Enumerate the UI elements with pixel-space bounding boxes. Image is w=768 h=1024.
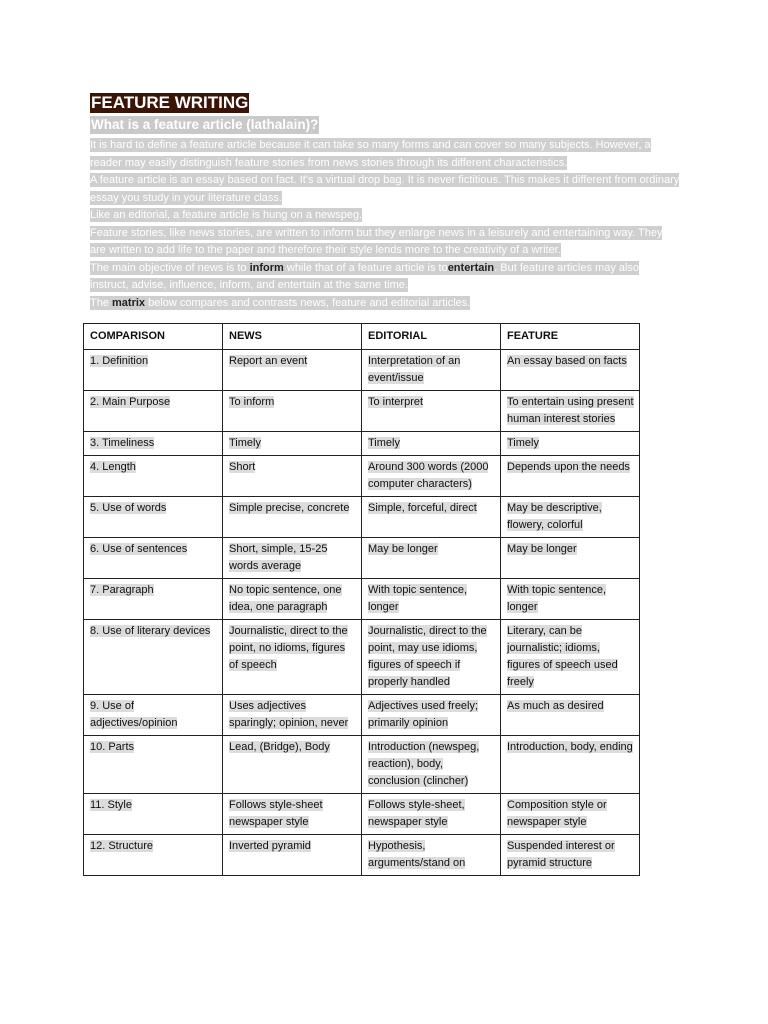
cell-text: 11. Style [90, 799, 132, 811]
table-row [84, 736, 640, 794]
header-news: NEWS [223, 324, 362, 350]
table-cell-news [223, 695, 362, 736]
header-feature: FEATURE [501, 324, 640, 350]
cell-text: Journalistic, direct to the point, no idioms, figures of speech [229, 625, 348, 671]
cell-text: 9. Use of adjectives/opinion [90, 700, 178, 729]
paragraph-6-text-a: The [90, 296, 113, 309]
table-cell-feature [501, 579, 640, 620]
cell-text: Interpretation of an event/issue [368, 355, 461, 384]
table-cell-comparison [84, 736, 223, 794]
title-block [90, 93, 249, 113]
table-cell-editorial [362, 835, 501, 876]
table-body [84, 350, 640, 876]
paragraph-4-text: Feature stories, like news stories, are written to inform but they enlarge news in a leisurely and entertaining way. They are written to add life to the paper and therefore their style lends more to the creativity of a writer. [90, 226, 663, 256]
table-cell-comparison [84, 835, 223, 876]
table-row [84, 579, 640, 620]
intro-text [90, 137, 680, 312]
table-cell-comparison [84, 497, 223, 538]
table-cell-editorial [362, 391, 501, 432]
cell-text: To inform [229, 396, 275, 408]
cell-text: Follows style-sheet, newspaper style [368, 799, 465, 828]
table-cell-editorial [362, 620, 501, 695]
table-cell-feature [501, 391, 640, 432]
table-cell-comparison [84, 695, 223, 736]
table-cell-comparison [84, 350, 223, 391]
table-cell-news [223, 391, 362, 432]
cell-text: 10. Parts [90, 741, 135, 753]
table-row [84, 497, 640, 538]
cell-text: Follows style-sheet newspaper style [229, 799, 323, 828]
table-cell-editorial [362, 736, 501, 794]
table-cell-news [223, 794, 362, 835]
cell-text: 12. Structure [90, 840, 153, 852]
table-row [84, 620, 640, 695]
cell-text: Introduction (newspeg, reaction), body, conclusion (clincher) [368, 741, 480, 787]
table-row [84, 456, 640, 497]
table-cell-feature [501, 835, 640, 876]
cell-text: 8. Use of literary devices [90, 625, 211, 637]
table-row [84, 391, 640, 432]
inform-bold: inform [249, 261, 284, 274]
paragraph-6 [90, 295, 680, 313]
paragraph-1 [90, 137, 680, 172]
cell-text: An essay based on facts [507, 355, 627, 367]
cell-text: Depends upon the needs [507, 461, 630, 473]
table-cell-feature [501, 432, 640, 456]
cell-text: Simple precise, concrete [229, 502, 350, 514]
table-cell-editorial [362, 350, 501, 391]
table-cell-feature [501, 620, 640, 695]
paragraph-1-text: It is hard to define a feature article because it can take so many forms and can cover so many subjects. However, a reader may easily distinguish feature stories from news stories through its different characteristics. [90, 139, 651, 169]
cell-text: Literary, can be journalistic; idioms, figures of speech used freely [507, 625, 618, 688]
cell-text: Inverted pyramid [229, 840, 311, 852]
table-cell-news [223, 538, 362, 579]
paragraph-5-text-c: while that of a feature article is to [283, 261, 448, 274]
table-cell-editorial [362, 456, 501, 497]
table-cell-news [223, 835, 362, 876]
cell-text: 6. Use of sentences [90, 543, 188, 555]
cell-text: Short [229, 461, 256, 473]
cell-text: Timely [507, 437, 539, 449]
cell-text: To interpret [368, 396, 424, 408]
cell-text: 1. Definition [90, 355, 149, 367]
table-cell-feature [501, 538, 640, 579]
page-title: FEATURE WRITING [91, 93, 249, 112]
table-row [84, 432, 640, 456]
table-cell-news [223, 620, 362, 695]
table-cell-editorial [362, 497, 501, 538]
cell-text: No topic sentence, one idea, one paragraph [229, 584, 342, 613]
page-subtitle: What is a feature article (lathalain)? [91, 117, 319, 132]
table-cell-feature [501, 497, 640, 538]
table-cell-comparison [84, 794, 223, 835]
cell-text: Hypothesis, arguments/stand on [368, 840, 466, 869]
paragraph-6-text-c: below compares and contrasts news, feature and editorial articles. [145, 296, 471, 309]
table-cell-comparison [84, 456, 223, 497]
matrix-bold: matrix [112, 296, 146, 309]
table-row [84, 695, 640, 736]
cell-text: Uses adjectives sparingly; opinion, never [229, 700, 349, 729]
table-cell-feature [501, 456, 640, 497]
table-cell-editorial [362, 695, 501, 736]
cell-text: Timely [229, 437, 261, 449]
cell-text: May be longer [507, 543, 577, 555]
cell-text: With topic sentence, longer [368, 584, 468, 613]
cell-text: Suspended interest or pyramid structure [507, 840, 615, 869]
cell-text: Timely [368, 437, 400, 449]
cell-text: To entertain using present human interest stories [507, 396, 634, 425]
table-cell-editorial [362, 579, 501, 620]
header-editorial: EDITORIAL [362, 324, 501, 350]
comparison-table [83, 323, 640, 876]
table-cell-news [223, 432, 362, 456]
paragraph-3-text: Like an editorial, a feature article is hung on a newspeg. [90, 209, 363, 221]
cell-text: Short, simple, 15-25 words average [229, 543, 328, 572]
cell-text: 3. Timeliness [90, 437, 155, 449]
table-cell-editorial [362, 538, 501, 579]
table-cell-comparison [84, 538, 223, 579]
table-cell-news [223, 456, 362, 497]
cell-text: 7. Paragraph [90, 584, 154, 596]
table-header-row [84, 324, 640, 350]
paragraph-2 [90, 172, 680, 207]
table-row [84, 794, 640, 835]
cell-text: Journalistic, direct to the point, may use idioms, figures of speech if properly handled [368, 625, 487, 688]
table-cell-comparison [84, 620, 223, 695]
table-cell-editorial [362, 794, 501, 835]
cell-text: May be descriptive, flowery, colorful [507, 502, 602, 531]
table-row [84, 538, 640, 579]
paragraph-5-text-a: The main objective of news is to [90, 261, 250, 274]
cell-text: As much as desired [507, 700, 604, 712]
table-cell-comparison [84, 391, 223, 432]
cell-text: 5. Use of words [90, 502, 167, 514]
table-cell-news [223, 350, 362, 391]
table-cell-news [223, 736, 362, 794]
cell-text: Composition style or newspaper style [507, 799, 607, 828]
cell-text: Lead, (Bridge), Body [229, 741, 330, 753]
cell-text: Report an event [229, 355, 308, 367]
cell-text: With topic sentence, longer [507, 584, 607, 613]
table-cell-comparison [84, 432, 223, 456]
table-cell-editorial [362, 432, 501, 456]
table-cell-feature [501, 350, 640, 391]
cell-text: Simple, forceful, direct [368, 502, 477, 514]
table-cell-feature [501, 695, 640, 736]
subtitle-block [90, 116, 319, 134]
table-row [84, 350, 640, 391]
header-comparison: COMPARISON [84, 324, 223, 350]
table-cell-news [223, 579, 362, 620]
paragraph-4 [90, 225, 680, 260]
cell-text: Around 300 words (2000 computer characters) [368, 461, 489, 490]
cell-text: Introduction, body, ending [507, 741, 633, 753]
cell-text: 4. Length [90, 461, 136, 473]
cell-text: May be longer [368, 543, 438, 555]
paragraph-3 [90, 207, 680, 225]
cell-text: Adjectives used freely; primarily opinion [368, 700, 479, 729]
paragraph-5 [90, 260, 680, 295]
table-row [84, 835, 640, 876]
table-cell-feature [501, 794, 640, 835]
table-cell-news [223, 497, 362, 538]
paragraph-2-text: A feature article is an essay based on fact. It's a virtual drop bag. It is never fictitious. This makes it different from ordinary essay you study in your literature class. [90, 174, 680, 204]
cell-text: 2. Main Purpose [90, 396, 171, 408]
table-cell-comparison [84, 579, 223, 620]
paragraph-5-text-e: . But feature articles may also instruct, advise, influence, inform, and entertain at the same time. [90, 261, 640, 291]
entertain-bold: entertain [447, 261, 495, 274]
table-cell-feature [501, 736, 640, 794]
